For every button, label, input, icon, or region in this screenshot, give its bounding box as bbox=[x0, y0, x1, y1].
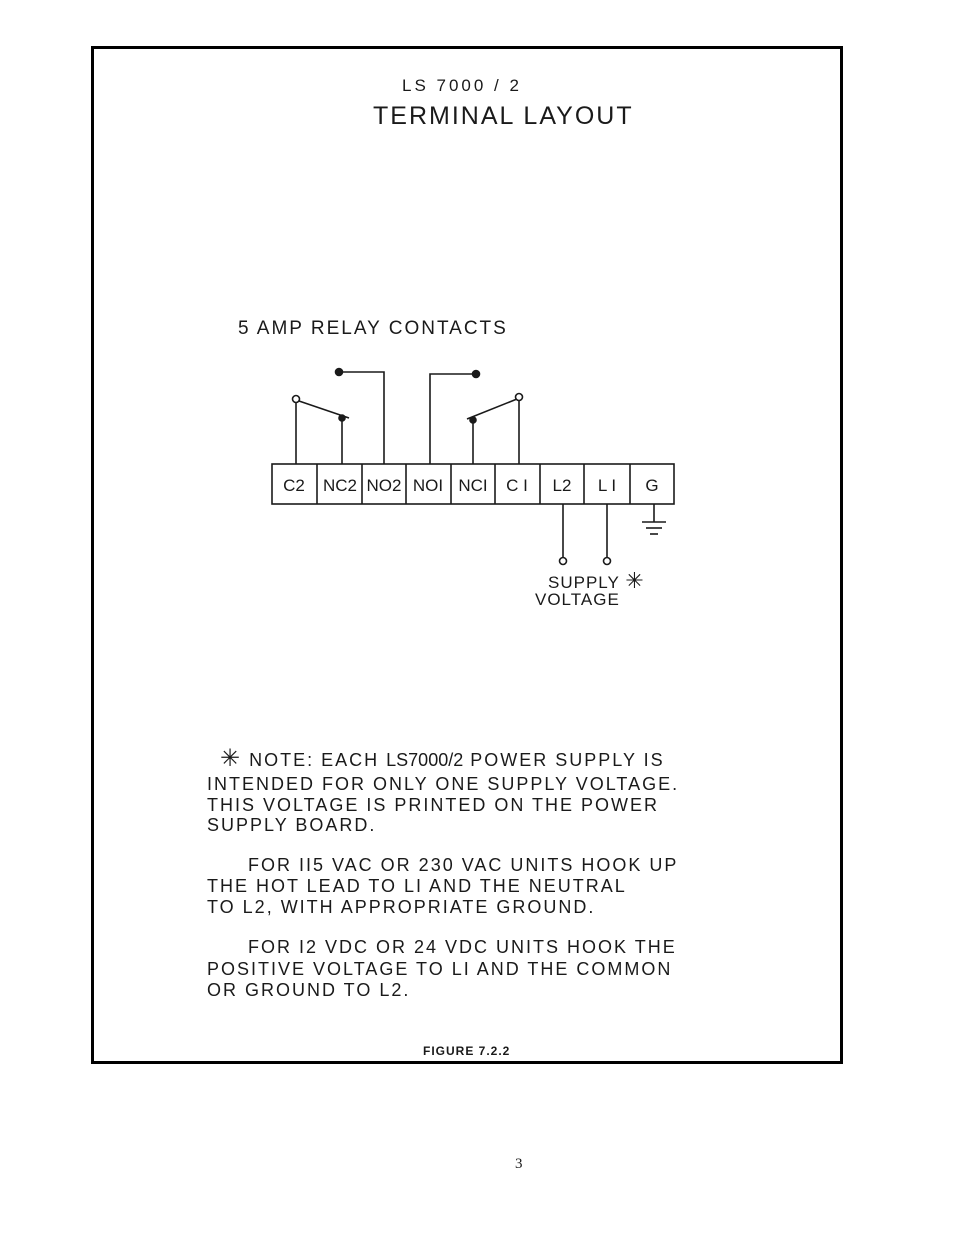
model-heading: LS 7000 / 2 bbox=[402, 76, 522, 95]
ac-line-3: TO L2, WITH APPROPRIATE GROUND. bbox=[207, 897, 596, 917]
no1-contact bbox=[473, 371, 480, 378]
dc-line-1: FOR I2 VDC OR 24 VDC UNITS HOOK THE bbox=[248, 937, 677, 957]
ac-line-2: THE HOT LEAD TO LI AND THE NEUTRAL bbox=[207, 876, 627, 896]
ac-line-1: FOR II5 VAC OR 230 VAC UNITS HOOK UP bbox=[248, 855, 679, 875]
relay-contacts-label: 5 AMP RELAY CONTACTS bbox=[238, 318, 508, 339]
terminal-label-l1: L I bbox=[597, 476, 617, 495]
dc-line-3: OR GROUND TO L2. bbox=[207, 980, 411, 1000]
note-suffix: POWER SUPPLY IS bbox=[470, 750, 665, 770]
l1-terminal-end bbox=[604, 558, 611, 565]
relay-2-wiring bbox=[293, 369, 385, 465]
c1-pivot bbox=[516, 394, 523, 401]
note-line-4: SUPPLY BOARD. bbox=[207, 815, 377, 835]
terminal-label-l2: L2 bbox=[552, 476, 572, 495]
terminal-label-no2: NO2 bbox=[366, 476, 402, 495]
note-model: LS7000/2 bbox=[386, 750, 464, 770]
terminal-label-c1: C I bbox=[506, 476, 528, 495]
note-line-2: INTENDED FOR ONLY ONE SUPPLY VOLTAGE. bbox=[207, 774, 680, 794]
voltage-label: VOLTAGE bbox=[535, 590, 620, 609]
relay-1-wiring bbox=[430, 371, 523, 465]
relay-1-arm bbox=[467, 399, 517, 419]
note-prefix: NOTE: EACH bbox=[249, 750, 380, 770]
supply-text: SUPPLY bbox=[548, 573, 620, 592]
c2-pivot bbox=[293, 396, 300, 403]
terminal-label-g: G bbox=[645, 476, 659, 495]
terminal-label-c2: C2 bbox=[283, 476, 305, 495]
nc2-contact bbox=[339, 415, 345, 421]
terminal-label-nc2: NC2 bbox=[322, 476, 358, 495]
terminal-label-no1: NOI bbox=[412, 476, 444, 495]
asterisk-icon: ✳ bbox=[220, 745, 243, 772]
terminal-label-nc1: NCI bbox=[458, 476, 488, 495]
ground-symbol bbox=[642, 504, 666, 534]
note-line-1 bbox=[220, 744, 665, 773]
asterisk-icon: ✳ bbox=[625, 568, 645, 593]
dc-line-2: POSITIVE VOLTAGE TO LI AND THE COMMON bbox=[207, 959, 673, 979]
page-title: TERMINAL LAYOUT bbox=[373, 102, 634, 130]
page-number: 3 bbox=[515, 1156, 523, 1172]
l2-terminal-end bbox=[560, 558, 567, 565]
note-line-3: THIS VOLTAGE IS PRINTED ON THE POWER bbox=[207, 795, 660, 815]
figure-caption: FIGURE 7.2.2 bbox=[423, 1044, 511, 1058]
supply-leads bbox=[560, 504, 611, 565]
